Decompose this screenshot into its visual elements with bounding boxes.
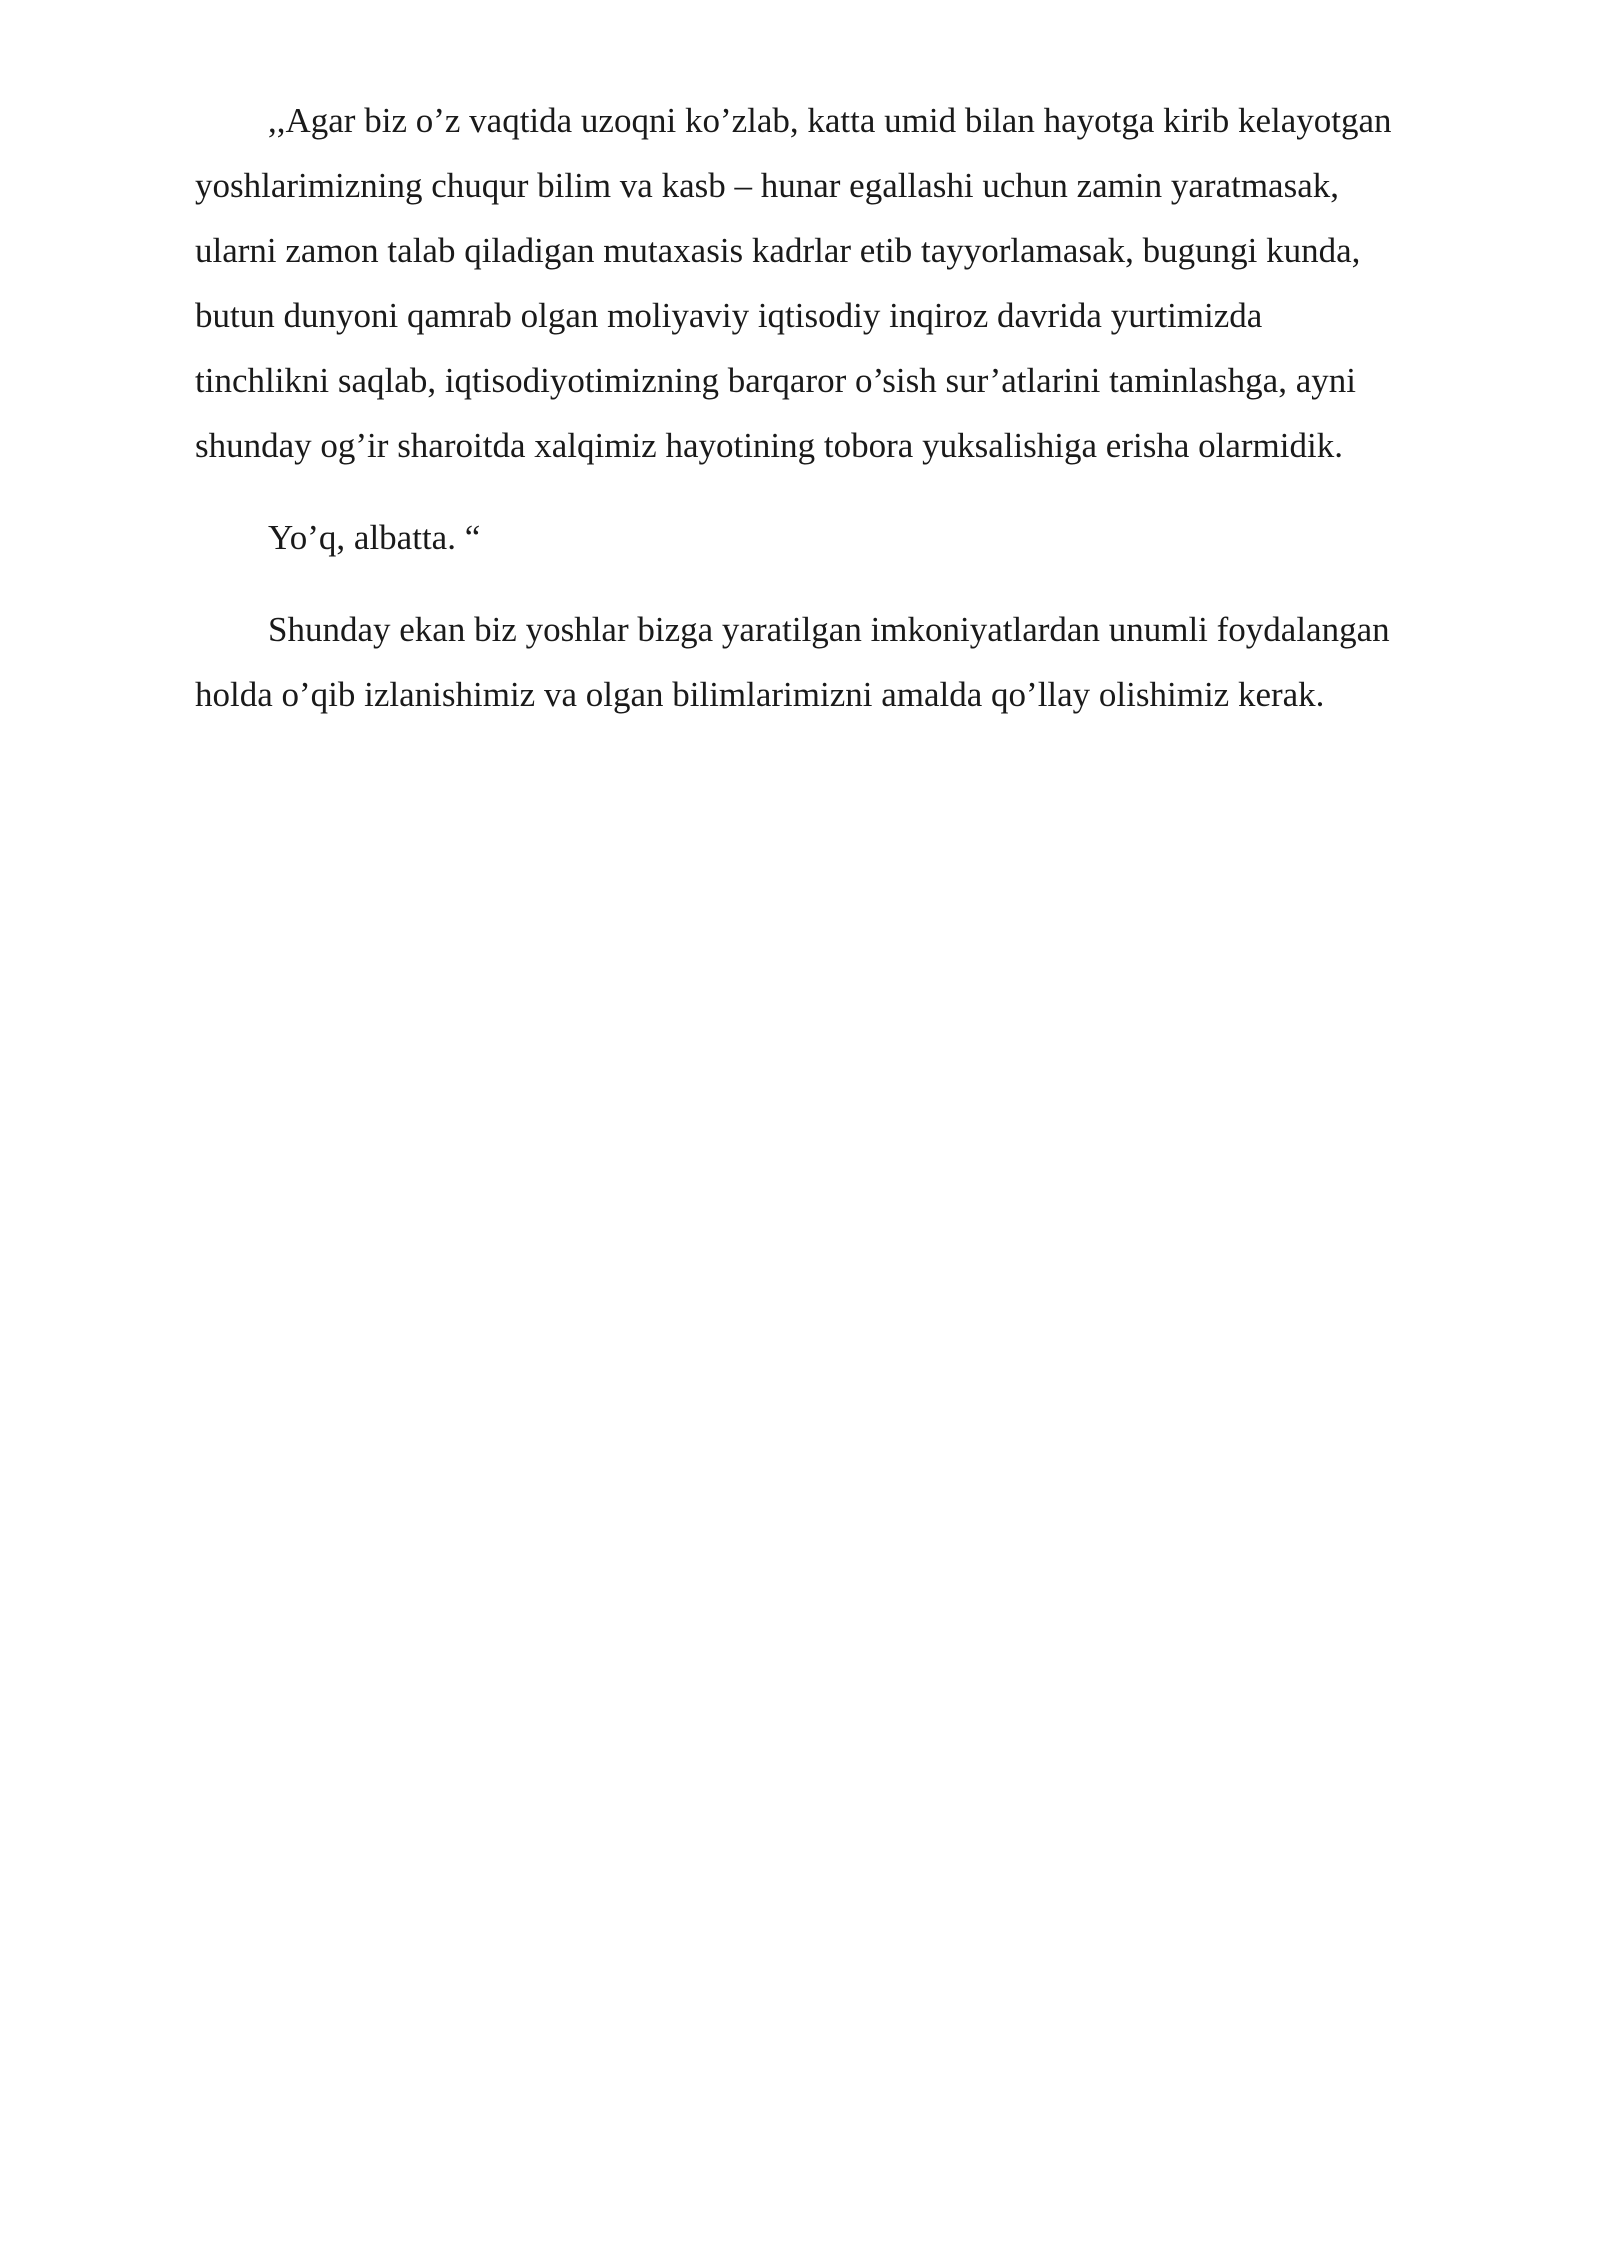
text-line: butun dunyoni qamrab olgan moliyaviy iqtisodiy inqiroz davrida yurtimizda — [195, 296, 1263, 335]
text-line: Yo’q, albatta. “ — [268, 518, 481, 557]
text-line: yoshlarimizning chuqur bilim va kasb – hunar egallashi uchun zamin yaratmasak, — [195, 166, 1339, 205]
text-line: ularni zamon talab qiladigan mutaxasis kadrlar etib tayyorlamasak, bugungi kunda, — [195, 231, 1361, 270]
paragraph-conclusion — [195, 597, 1495, 727]
document-body — [195, 88, 1495, 754]
text-line: tinchlikni saqlab, iqtisodiyotimizning barqaror o’sish sur’atlarini taminlashga, ayni — [195, 361, 1356, 400]
paragraph-answer — [195, 505, 1495, 570]
text-line: ,,Agar biz o’z vaqtida uzoqni ko’zlab, katta umid bilan hayotga kirib kelayotgan — [268, 101, 1392, 140]
text-line: Shunday ekan biz yoshlar bizga yaratilgan imkoniyatlardan unumli foydalangan — [268, 610, 1390, 649]
text-line: shunday og’ir sharoitda xalqimiz hayotining tobora yuksalishiga erisha olarmidik. — [195, 426, 1343, 465]
paragraph-quote — [195, 88, 1495, 478]
text-line: holda o’qib izlanishimiz va olgan bilimlarimizni amalda qo’llay olishimiz kerak. — [195, 675, 1325, 714]
